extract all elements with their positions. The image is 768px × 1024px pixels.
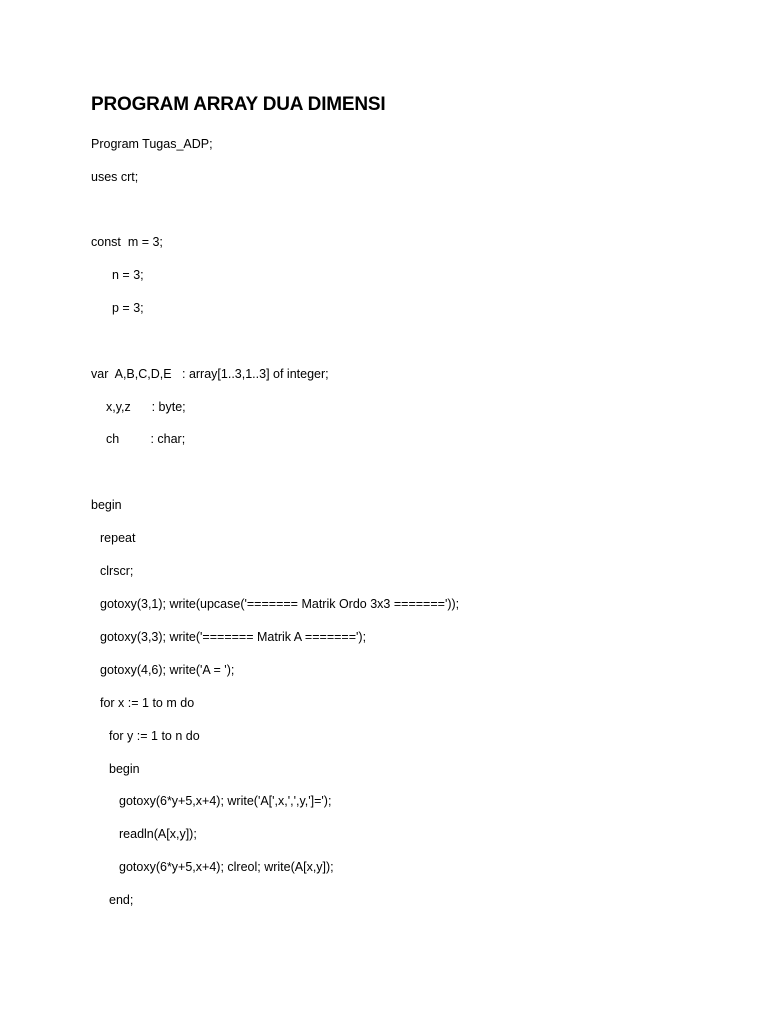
code-line: gotoxy(4,6); write('A = '); [100, 663, 235, 677]
code-line: const m = 3; [91, 235, 163, 249]
code-line: begin [109, 762, 140, 776]
code-line: Program Tugas_ADP; [91, 137, 213, 151]
code-line: readln(A[x,y]); [119, 827, 197, 841]
code-line: gotoxy(6*y+5,x+4); clreol; write(A[x,y]); [119, 860, 334, 874]
code-line: end; [109, 893, 134, 907]
code-line: for y := 1 to n do [109, 729, 200, 743]
code-line: n = 3; [112, 268, 144, 282]
code-line: begin [91, 498, 122, 512]
code-line: gotoxy(3,3); write('======= Matrik A ======='); [100, 630, 367, 644]
document-title: PROGRAM ARRAY DUA DIMENSI [91, 94, 386, 115]
code-line: gotoxy(3,1); write(upcase('======= Matrik Ordo 3x3 =======')); [100, 597, 460, 611]
code-line: ch : char; [106, 432, 186, 446]
code-line: var A,B,C,D,E : array[1..3,1..3] of integer; [91, 367, 329, 381]
code-line: uses crt; [91, 170, 139, 184]
code-line: clrscr; [100, 564, 134, 578]
code-line: p = 3; [112, 301, 144, 315]
code-line: for x := 1 to m do [100, 696, 195, 710]
code-line: gotoxy(6*y+5,x+4); write('A[',x,',',y,']='); [119, 794, 332, 808]
code-line: repeat [100, 531, 136, 545]
code-line: x,y,z : byte; [106, 400, 186, 414]
